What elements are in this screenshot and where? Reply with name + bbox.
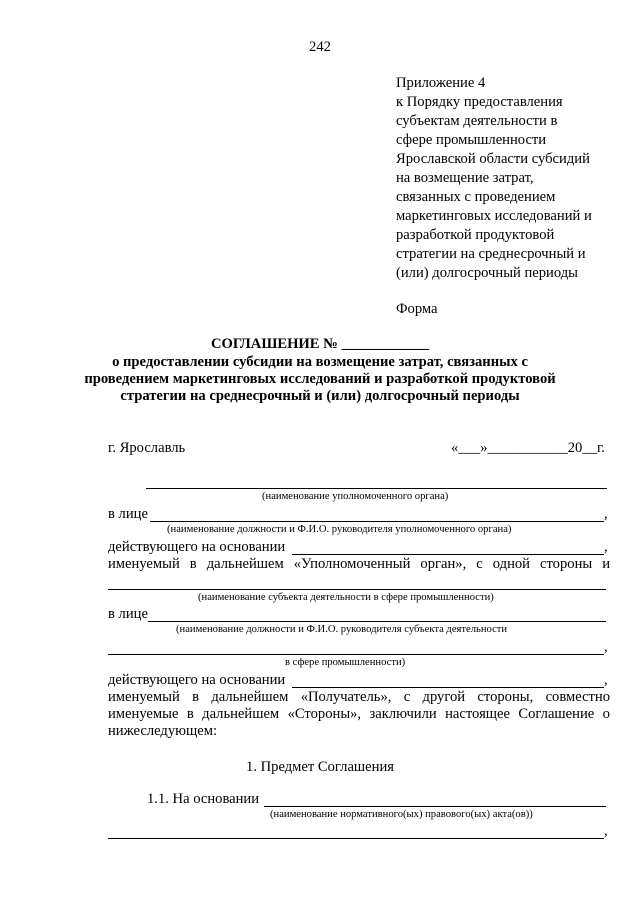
appendix-line: сфере промышленности xyxy=(396,132,547,148)
blank-line-acts-2 xyxy=(108,838,604,839)
appendix-line: Приложение 4 xyxy=(396,75,486,91)
acting-basis-label: действующего на основании xyxy=(108,672,286,688)
caption-acts: (наименование нормативного(ых) правового(ых) акта(ов)) xyxy=(270,809,533,820)
paragraph-line: нижеследующем: xyxy=(108,723,218,739)
in-person-label: в лице xyxy=(108,606,148,622)
caption-authority: (наименование уполномоченного органа) xyxy=(262,491,449,502)
blank-line-subject xyxy=(108,589,606,590)
appendix-line: связанных с проведением xyxy=(396,189,556,205)
agreement-title: СОГЛАШЕНИЕ № ____________ xyxy=(210,336,430,352)
paragraph-line: именуемые в дальнейшем «Стороны», заключили настоящее Соглашение о xyxy=(108,706,610,722)
blank-line-subject-head-2 xyxy=(108,654,604,655)
in-person-label: в лице xyxy=(108,506,148,522)
section-heading: 1. Предмет Соглашения xyxy=(246,759,394,775)
caption-subject-head-2: в сфере промышленности) xyxy=(285,657,406,668)
agreement-subtitle-line: проведением маркетинговых исследований и разработкой продуктовой xyxy=(84,371,556,387)
appendix-line: субъектам деятельности в xyxy=(396,113,558,129)
blank-line-acts xyxy=(264,806,606,807)
comma: , xyxy=(604,639,608,655)
page-number: 242 xyxy=(309,39,331,55)
paragraph-line: именуемый в дальнейшем «Уполномоченный орган», с одной стороны и xyxy=(108,556,611,572)
caption-subject: (наименование субъекта деятельности в сфере промышленности) xyxy=(198,592,494,603)
agreement-subtitle-line: о предоставлении субсидии на возмещение затрат, связанных с xyxy=(112,354,528,370)
comma: , xyxy=(604,672,608,688)
appendix-line: стратегии на среднесрочный и xyxy=(396,246,586,262)
appendix-line: к Порядку предоставления xyxy=(396,94,563,110)
appendix-line: Ярославской области субсидий xyxy=(396,151,590,167)
comma: , xyxy=(604,823,608,839)
date-template: «___»___________20__г. xyxy=(451,440,605,456)
appendix-line: разработкой продуктовой xyxy=(396,227,555,243)
appendix-line: маркетинговых исследований и xyxy=(396,208,592,224)
comma: , xyxy=(604,539,608,555)
blank-line-basis-2 xyxy=(292,687,604,688)
appendix-line: (или) долгосрочный периоды xyxy=(396,265,578,281)
acting-basis-label: действующего на основании xyxy=(108,539,286,555)
blank-line-basis xyxy=(292,554,604,555)
place-of-signing: г. Ярославль xyxy=(108,440,186,456)
blank-line-subject-head xyxy=(148,621,606,622)
appendix-line: на возмещение затрат, xyxy=(396,170,534,186)
agreement-subtitle-line: стратегии на среднесрочный и (или) долгосрочный периоды xyxy=(120,388,520,404)
comma: , xyxy=(604,506,608,522)
caption-authority-head: (наименование должности и Ф.И.О. руководителя уполномоченного органа) xyxy=(167,524,512,535)
blank-line-authority xyxy=(146,488,607,489)
form-label: Форма xyxy=(396,301,438,317)
clause-1-1-label: 1.1. На основании xyxy=(147,791,260,807)
blank-line-authority-head xyxy=(150,521,604,522)
caption-subject-head: (наименование должности и Ф.И.О. руководителя субъекта деятельности xyxy=(176,624,508,635)
appendix-block xyxy=(396,74,592,319)
paragraph-line: именуемый в дальнейшем «Получатель», с другой стороны, совместно xyxy=(108,689,611,705)
